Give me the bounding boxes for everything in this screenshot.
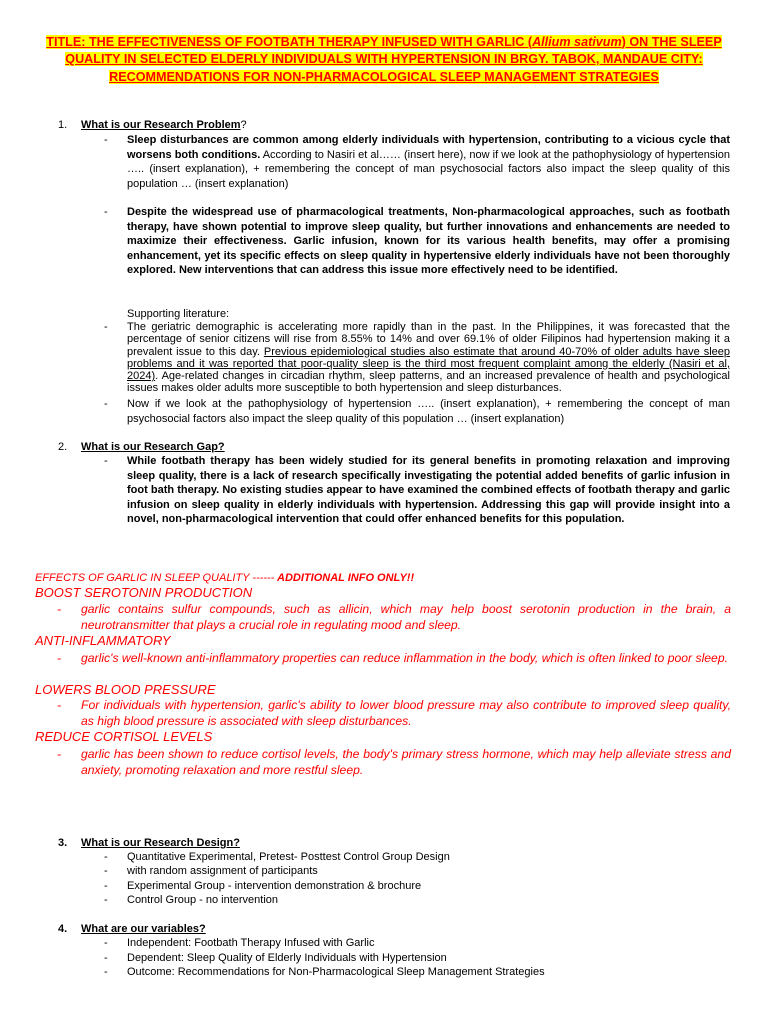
q1-number: 1.: [58, 119, 68, 131]
garlic-heading-anti-inflammatory: ANTI-INFLAMMATORY: [35, 633, 171, 648]
garlic-heading-blood-pressure: LOWERS BLOOD PRESSURE: [35, 682, 216, 697]
supporting-literature-label: Supporting literature:: [127, 308, 230, 320]
garlic-heading-cortisol: REDUCE CORTISOL LEVELS: [35, 729, 213, 744]
title-part-1: TITLE: THE EFFECTIVENESS OF FOOTBATH THERAPY INFUSED WITH GARLIC (: [46, 35, 533, 49]
document-page: TITLE: THE EFFECTIVENESS OF FOOTBATH THERAPY INFUSED WITH GARLIC (Allium sativum) ON THE SLEEP QUALITY IN SELECTED ELDERLY INDIVIDUALS WITH HYPERTENSION IN BRGY. TABOK, MANDAUE CITY: RECOMMENDATIONS FOR NON-PHARMACOLOGICAL SLEEP MANAGEMENT STRATEGIES 1. What is our Research Problem? - Sleep disturbances are common among elderly individuals with hypertension, contributing to a vicious cycle that worsens both conditions. According to Nasiri et al…… (insert here), now if we look at the pathophysiology of hypertension ….. (insert explanation), + remembering the concept of man psychosocial factors also impact the sleep quality of this population … (insert explanation) - Despite the widespread use of pharmacological treatments, Non-pharmacological approaches, such as footbath therapy, have shown potential to improve sleep quality, but further innovations and enhancements are needed to maximize their effectiveness. Garlic infusion, known for its various health benefits, may offer a promising enhancement, yet its specific effects on sleep quality in hypertensive elderly individuals have not been thoroughly explored. New interventions that can address this issue more effectively need to be identified. Supporting literature: - The geriatric demographic is accelerating more rapidly than in the past. In the Philippines, it was forecasted that the percentage of senior citizens will rise from 8.55% to 14% and over 69.1% of older Filipinos had hypertension making it a prevalent issue to this day. Previous epidemiological studies also estimate that around 40-70% of older adults have sleep problems and it was reported that poor-quality sleep is the third most frequent complaint among the elderly (Nasiri et al, 2024). Age-related changes in circadian rhythm, sleep patterns, and an increased prevalence of health and psychological issues makes older adults more susceptible to both hypertension and sleep disturbances. - Now if we look at the pathophysiology of hypertension ….. (insert explanation), + remembering the concept of man psychosocial factors also impact the sleep quality of this population … (insert explanation) 2. What is our Research Gap? - While footbath therapy has been widely studied for its general benefits in promoting relaxation and improving sleep quality, there is a lack of research specifically investigating the potential added benefits of garlic infusion in foot bath therapy. No existing studies appear to have examined the combined effects of footbath therapy and garlic infusion on sleep quality in elderly individuals with hypertension. Addressing this gap will provide insight into a novel, non-pharmacological intervention that could offer enhanced benefits for this population. EFFECTS OF GARLIC IN SLEEP QUALITY ------ ADDITIONAL INFO ONLY!! BOOST SEROTONIN PRODUCTION - garlic contains sulfur compounds, such as allicin, which may help boost serotonin production in the brain, a neurotransmitter that plays a crucial role in regulating mood and sleep. ANTI-INFLAMMATORY - garlic's well-known anti-inflammatory properties can reduce inflammation in the body, which is often linked to poor sleep. LOWERS BLOOD PRESSURE - For individuals with hypertension, garlic's ability to lower blood pressure may also contribute to improved sleep quality, as high blood pressure is associated with sleep disturbances. REDUCE CORTISOL LEVELS - garlic has been shown to reduce cortisol levels, the body's primary stress hormone, which may help alleviate stress and anxiety, promoting relaxation and more restful sleep. 3. What is our Research Design? - Quantitative Experimental, Pretest- Posttest Control Group Design - with random assignment of participants - Experimental Group - intervention demonstration & brochure - Control Group - no intervention 4. What are our variables? - Independent: Footbath Therapy Infused with Garlic - Dependent: Sleep Quality of Elderly Individuals with Hypertension - Outcome: Recommendations for Non-Pharmacological Sleep Management Strategies: [35, 35, 731, 978]
q1-heading: What is our Research Problem?: [81, 119, 247, 131]
q4-heading: What are our variables?: [81, 923, 206, 935]
q4-number: 4.: [58, 923, 68, 935]
q3-number: 3.: [58, 837, 68, 849]
q3-heading: What is our Research Design?: [81, 837, 240, 849]
garlic-heading-serotonin: BOOST SEROTONIN PRODUCTION: [35, 585, 253, 600]
q2-number: 2.: [58, 441, 68, 453]
garlic-effects-header: EFFECTS OF GARLIC IN SLEEP QUALITY ------ ADDITIONAL INFO ONLY!!: [35, 572, 415, 584]
q2-heading: What is our Research Gap?: [81, 441, 225, 453]
title-scientific-name: Allium sativum: [532, 35, 622, 49]
page-title: [36, 34, 732, 86]
title-part-2: ) ON THE SLEEP QUALITY IN SELECTED ELDERLY INDIVIDUALS WITH HYPERTENSION IN BRGY. TABOK, MANDAUE CITY: RECOMMENDATIONS FOR NON-PHARMACOLOGICAL SLEEP MANAGEMENT STRATEGIES: [65, 35, 722, 84]
